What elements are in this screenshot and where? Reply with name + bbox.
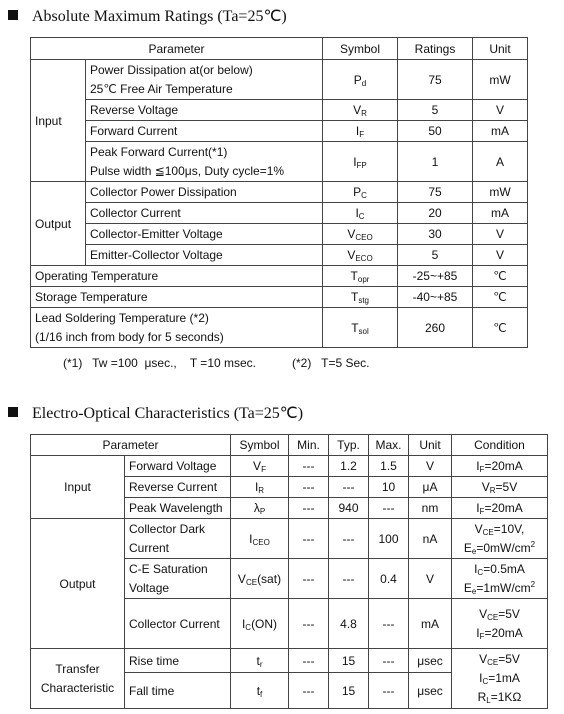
- table-row: [31, 142, 528, 182]
- symbol-sub: d: [361, 78, 367, 88]
- min-cell: ---: [289, 673, 329, 709]
- header-parameter: Parameter: [31, 38, 323, 60]
- rating-cell: 5: [398, 100, 473, 121]
- typ-cell: ---: [329, 559, 369, 599]
- symbol-cell: [323, 121, 398, 142]
- table-row: [31, 519, 548, 559]
- cond-line: [456, 539, 543, 558]
- condition-cell: [452, 456, 548, 477]
- table-row: [31, 456, 548, 477]
- min-cell: ---: [289, 477, 329, 498]
- group-label-output: Output: [31, 519, 125, 649]
- condition-cell: [452, 477, 548, 498]
- symbol-sub: F: [261, 465, 266, 474]
- cond-sub: F: [479, 507, 485, 516]
- table-row: [31, 60, 528, 100]
- symbol-sub: r: [259, 659, 263, 669]
- unit-cell: V: [473, 100, 528, 121]
- min-cell: ---: [289, 559, 329, 599]
- symbol-sub: CEO: [355, 233, 373, 242]
- param-line: Lead Soldering Temperature (*2): [35, 310, 209, 325]
- cond-line: [456, 650, 543, 669]
- symbol-sub: P: [259, 507, 266, 516]
- header-symbol: Symbol: [231, 435, 289, 456]
- rating-cell: 30: [398, 224, 473, 245]
- symbol-main: I: [254, 480, 259, 494]
- unit-cell: mW: [473, 60, 528, 100]
- table-row: [31, 649, 548, 673]
- unit-cell: mA: [473, 203, 528, 224]
- symbol-sub: FP: [356, 160, 367, 170]
- bullet-square-icon: [8, 407, 18, 417]
- cond-sub: CE: [487, 658, 499, 667]
- symbol-main: t: [256, 683, 261, 698]
- footnote-2: (*2) T=5 Sec.: [292, 356, 370, 370]
- amr-title: Absolute Maximum Ratings (Ta=25℃): [32, 8, 287, 25]
- symbol-cell: [231, 498, 289, 519]
- cond-sup: 2: [530, 539, 536, 549]
- symbol-main: P: [353, 185, 362, 199]
- cond-rest: =20mA: [484, 459, 523, 473]
- symbol-sub: C: [361, 191, 367, 200]
- symbol-main: T: [350, 269, 358, 283]
- param-line: Power Dissipation at(or below): [90, 62, 253, 77]
- cond-main: I: [474, 561, 478, 576]
- param-cell: Storage Temperature: [31, 287, 323, 308]
- header-ratings: Ratings: [398, 38, 473, 60]
- symbol-cell: [323, 203, 398, 224]
- symbol-sub: CEO: [252, 537, 270, 547]
- symbol-cell: [323, 100, 398, 121]
- symbol-sub: CE: [245, 577, 258, 587]
- cond-rest: =5V: [498, 652, 520, 666]
- cond-main: I: [476, 625, 480, 640]
- rating-cell: 75: [398, 182, 473, 203]
- param-line: Collector Dark: [129, 521, 206, 536]
- max-cell: ---: [369, 649, 409, 673]
- cond-line: [456, 688, 543, 707]
- param-line: Current: [129, 540, 170, 555]
- cond-sub: C: [482, 677, 489, 686]
- symbol-sub: ECO: [355, 254, 373, 263]
- table-row: [31, 308, 528, 348]
- symbol-cell: [323, 182, 398, 203]
- bullet-square-icon: [8, 10, 18, 20]
- symbol-main: V: [237, 571, 246, 586]
- cond-sub: e: [471, 546, 477, 556]
- cond-line: [456, 520, 543, 539]
- symbol-main: V: [347, 227, 356, 241]
- param-line: Pulse width ≦100μs, Duty cycle=1%: [90, 163, 285, 178]
- symbol-sub: sol: [358, 326, 369, 336]
- cond-main: E: [463, 540, 472, 555]
- group-label-output: Output: [31, 182, 86, 266]
- symbol-main: T: [351, 320, 359, 335]
- footnote-1: (*1) Tw =100 μsec., T =10 msec.: [63, 356, 257, 370]
- max-cell: 100: [369, 519, 409, 559]
- symbol-rest: (ON): [251, 616, 278, 631]
- header-typ: Typ.: [329, 435, 369, 456]
- unit-cell: nm: [409, 498, 452, 519]
- symbol-main: I: [249, 531, 253, 546]
- unit-cell: mW: [473, 182, 528, 203]
- symbol-cell: [323, 142, 398, 182]
- symbol-main: V: [347, 248, 356, 262]
- symbol-cell: [323, 287, 398, 308]
- symbol-cell: [231, 477, 289, 498]
- param-line: Voltage: [129, 580, 170, 595]
- min-cell: ---: [289, 519, 329, 559]
- rating-cell: -25~+85: [398, 266, 473, 287]
- rating-cell: 75: [398, 60, 473, 100]
- group-label-input: Input: [31, 456, 125, 519]
- symbol-main: λ: [253, 501, 260, 515]
- typ-cell: 15: [329, 673, 369, 709]
- unit-cell: μA: [409, 477, 452, 498]
- table-row: [31, 121, 528, 142]
- typ-cell: 15: [329, 649, 369, 673]
- cond-sub: e: [471, 586, 477, 596]
- max-cell: 0.4: [369, 559, 409, 599]
- min-cell: ---: [289, 456, 329, 477]
- min-cell: ---: [289, 649, 329, 673]
- unit-cell: V: [473, 224, 528, 245]
- header-unit: Unit: [473, 38, 528, 60]
- cond-rest: =1mA: [488, 671, 520, 685]
- cond-sub: F: [479, 465, 485, 474]
- symbol-main: I: [355, 206, 359, 220]
- rating-cell: -40~+85: [398, 287, 473, 308]
- param-cell: Forward Current: [86, 121, 323, 142]
- symbol-sub: stg: [358, 296, 369, 305]
- unit-cell: μsec: [409, 673, 452, 709]
- unit-cell: A: [473, 142, 528, 182]
- param-cell: Rise time: [125, 649, 231, 673]
- symbol-sub: opr: [357, 275, 370, 284]
- cond-rest: =10V,: [493, 521, 525, 536]
- param-cell: [86, 60, 323, 100]
- param-line: Peak Forward Current(*1): [90, 144, 228, 159]
- cond-main: V: [474, 521, 483, 536]
- param-line: (1/16 inch from body for 5 seconds): [35, 329, 224, 344]
- cond-main: V: [481, 480, 490, 494]
- symbol-main: V: [253, 459, 262, 473]
- symbol-main: I: [353, 154, 357, 169]
- cond-line: [456, 605, 543, 624]
- group-label-line: Transfer: [55, 661, 100, 676]
- symbol-sub: f: [260, 689, 263, 699]
- cond-line: [456, 624, 543, 643]
- typ-cell: ---: [329, 477, 369, 498]
- cond-rest: =1mW/cm: [476, 580, 531, 595]
- param-cell: Forward Voltage: [125, 456, 231, 477]
- param-cell: Operating Temperature: [31, 266, 323, 287]
- param-cell: Reverse Voltage: [86, 100, 323, 121]
- condition-cell: [452, 649, 548, 709]
- eoc-heading: [8, 403, 303, 425]
- group-label-line: Characteristic: [40, 680, 115, 695]
- param-cell: Peak Wavelength: [125, 498, 231, 519]
- condition-cell: [452, 599, 548, 649]
- cond-sub: CE: [487, 612, 499, 622]
- table-row: [31, 266, 528, 287]
- cond-line: [456, 669, 543, 688]
- cond-sup: 2: [530, 579, 536, 589]
- symbol-cell: [323, 266, 398, 287]
- symbol-main: I: [241, 616, 246, 631]
- typ-cell: 940: [329, 498, 369, 519]
- symbol-main: P: [353, 72, 362, 87]
- table-row: [31, 182, 528, 203]
- max-cell: ---: [369, 673, 409, 709]
- param-cell: Emitter-Collector Voltage: [86, 245, 323, 266]
- param-cell: Collector-Emitter Voltage: [86, 224, 323, 245]
- unit-cell: V: [473, 245, 528, 266]
- symbol-cell: [323, 308, 398, 348]
- max-cell: 1.5: [369, 456, 409, 477]
- cond-line: [456, 579, 543, 598]
- param-cell: Collector Power Dissipation: [86, 182, 323, 203]
- table-row: [31, 224, 528, 245]
- condition-cell: [452, 498, 548, 519]
- symbol-cell: [231, 559, 289, 599]
- unit-cell: V: [409, 456, 452, 477]
- header-parameter: Parameter: [31, 435, 231, 456]
- symbol-sub: C: [245, 622, 252, 632]
- symbol-sub: C: [358, 212, 365, 221]
- symbol-rest: (sat): [257, 571, 282, 586]
- cond-sub: R: [489, 486, 496, 495]
- param-cell: Fall time: [125, 673, 231, 709]
- max-cell: ---: [369, 599, 409, 649]
- symbol-main: T: [350, 290, 359, 304]
- unit-cell: nA: [409, 519, 452, 559]
- unit-cell: V: [409, 559, 452, 599]
- cond-sub: F: [479, 631, 485, 641]
- cond-main: I: [479, 671, 483, 685]
- symbol-main: I: [355, 124, 360, 138]
- table-row: [31, 100, 528, 121]
- cond-sub: C: [477, 567, 484, 577]
- header-min: Min.: [289, 435, 329, 456]
- cond-sub: CE: [482, 527, 494, 537]
- symbol-sub: R: [361, 109, 367, 118]
- symbol-cell: [231, 673, 289, 709]
- group-label-transfer: [31, 649, 125, 709]
- cond-main: I: [476, 501, 480, 515]
- cond-line: [456, 560, 543, 579]
- symbol-sub: R: [258, 486, 265, 495]
- param-cell: Reverse Current: [125, 477, 231, 498]
- param-line: C-E Saturation: [129, 561, 208, 576]
- rating-cell: 260: [398, 308, 473, 348]
- cond-rest: =20mA: [484, 501, 523, 515]
- cond-rest: =0mW/cm: [476, 540, 531, 555]
- max-cell: ---: [369, 498, 409, 519]
- cond-sub: L: [486, 696, 491, 705]
- group-label-input: Input: [31, 60, 86, 182]
- table-row: [31, 203, 528, 224]
- cond-rest: =1KΩ: [490, 690, 522, 704]
- unit-cell: mA: [409, 599, 452, 649]
- unit-cell: mA: [473, 121, 528, 142]
- table-row: [31, 245, 528, 266]
- cond-main: E: [463, 580, 472, 595]
- typ-cell: 1.2: [329, 456, 369, 477]
- symbol-cell: [323, 60, 398, 100]
- amr-heading: [8, 6, 287, 28]
- electro-optical-table: [30, 434, 548, 709]
- cond-rest: =5V: [498, 606, 520, 621]
- rating-cell: 1: [398, 142, 473, 182]
- rating-cell: 50: [398, 121, 473, 142]
- table-header-row: [31, 435, 548, 456]
- rating-cell: 20: [398, 203, 473, 224]
- cond-main: R: [477, 690, 487, 704]
- param-cell: [86, 142, 323, 182]
- param-cell: [125, 559, 231, 599]
- param-cell: Collector Current: [125, 599, 231, 649]
- cond-main: I: [476, 459, 480, 473]
- symbol-cell: [231, 599, 289, 649]
- max-cell: 10: [369, 477, 409, 498]
- param-cell: [31, 308, 323, 348]
- condition-cell: [452, 559, 548, 599]
- min-cell: ---: [289, 599, 329, 649]
- symbol-cell: [231, 649, 289, 673]
- table-row: [31, 287, 528, 308]
- unit-cell: ℃: [473, 308, 528, 348]
- rating-cell: 5: [398, 245, 473, 266]
- cond-rest: =5V: [495, 480, 518, 494]
- cond-rest: =20mA: [484, 625, 523, 640]
- param-cell: [125, 519, 231, 559]
- cond-rest: =0.5mA: [483, 561, 525, 576]
- param-line: 25℃ Free Air Temperature: [90, 81, 233, 96]
- header-condition: Condition: [452, 435, 548, 456]
- symbol-cell: [231, 456, 289, 477]
- absolute-maximum-ratings-table: [30, 37, 528, 348]
- cond-main: V: [479, 606, 488, 621]
- symbol-main: V: [353, 103, 362, 117]
- param-cell: Collector Current: [86, 203, 323, 224]
- typ-cell: 4.8: [329, 599, 369, 649]
- condition-cell: [452, 519, 548, 559]
- header-max: Max.: [369, 435, 409, 456]
- symbol-sub: F: [359, 130, 365, 139]
- symbol-cell: [323, 245, 398, 266]
- header-unit: Unit: [409, 435, 452, 456]
- table-header-row: [31, 38, 528, 60]
- min-cell: ---: [289, 498, 329, 519]
- symbol-cell: [231, 519, 289, 559]
- eoc-title: Electro-Optical Characteristics (Ta=25℃): [32, 405, 304, 422]
- symbol-main: t: [256, 653, 260, 668]
- typ-cell: ---: [329, 519, 369, 559]
- unit-cell: ℃: [473, 266, 528, 287]
- cond-main: V: [479, 652, 488, 666]
- unit-cell: μsec: [409, 649, 452, 673]
- header-symbol: Symbol: [323, 38, 398, 60]
- unit-cell: ℃: [473, 287, 528, 308]
- symbol-cell: [323, 224, 398, 245]
